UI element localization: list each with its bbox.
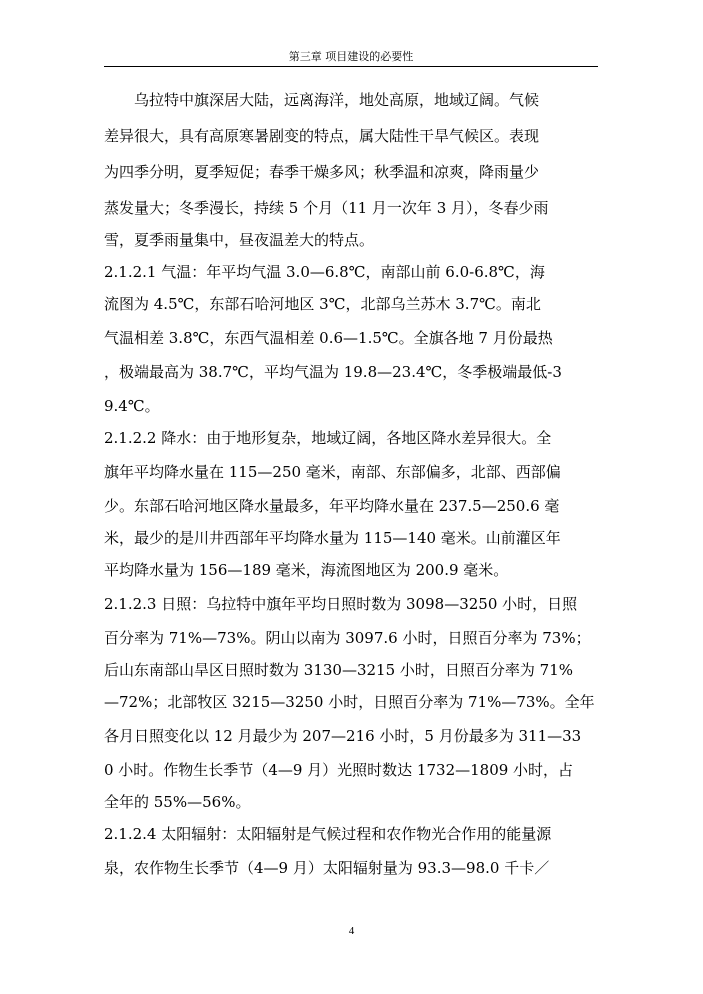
body-line: —72%；北部牧区 3215—3250 小时，日照百分率为 71%—73%。全年 bbox=[104, 693, 595, 711]
body-line: 全年的 55%—56%。 bbox=[104, 793, 251, 811]
body-line: 雪，夏季雨量集中，昼夜温差大的特点。 bbox=[104, 231, 375, 249]
body-line: 泉，农作物生长季节（4—9 月）太阳辐射量为 93.3—98.0 千卡／ bbox=[104, 859, 550, 877]
body-line: 9.4℃。 bbox=[104, 397, 160, 415]
body-line: 差异很大，具有高原寒暑剧变的特点，属大陆性干旱气候区。表现 bbox=[104, 127, 540, 145]
body-line: 米，最少的是川井西部年平均降水量为 115—140 毫米。山前灌区年 bbox=[104, 529, 561, 547]
body-line: 0 小时。作物生长季节（4—9 月）光照时数达 1732—1809 小时，占 bbox=[104, 761, 574, 779]
page-number: 4 bbox=[348, 925, 355, 937]
page-header: 第三章 项目建设的必要性 bbox=[288, 50, 414, 63]
body-line: 平均降水量为 156—189 毫米，海流图地区为 200.9 毫米。 bbox=[104, 561, 509, 579]
body-line: 流图为 4.5℃，东部石哈河地区 3℃，北部乌兰苏木 3.7℃。南北 bbox=[104, 295, 541, 313]
body-line: 百分率为 71%—73%。阴山以南为 3097.6 小时，日照百分率为 73%； bbox=[104, 629, 591, 647]
body-line: 后山东南部山旱区日照时数为 3130—3215 小时，日照百分率为 71% bbox=[104, 661, 573, 679]
body-line: 旗年平均降水量在 115—250 毫米，南部、东部偏多，北部、西部偏 bbox=[104, 463, 561, 481]
body-line: 乌拉特中旗深居大陆，远离海洋，地处高原，地域辽阔。气候 bbox=[104, 91, 540, 109]
body-line: 少。东部石哈河地区降水量最多，年平均降水量在 237.5—250.6 毫 bbox=[104, 497, 560, 515]
header-rule bbox=[104, 66, 598, 67]
body-line: 各月日照变化以 12 月最少为 207—216 小时，5 月份最多为 311—33 bbox=[104, 727, 582, 745]
body-line: 为四季分明，夏季短促；春季干燥多风；秋季温和凉爽，降雨量少 bbox=[104, 163, 540, 181]
body-line: 2.1.2.2 降水：由于地形复杂，地域辽阔，各地区降水差异很大。全 bbox=[104, 429, 552, 447]
body-line: 蒸发量大；冬季漫长，持续 5 个月（11 月一次年 3 月），冬春少雨 bbox=[104, 199, 549, 217]
body-line: 气温相差 3.8℃，东西气温相差 0.6—1.5℃。全旗各地 7 月份最热 bbox=[104, 329, 553, 347]
body-line: 2.1.2.1 气温：年平均气温 3.0—6.8℃，南部山前 6.0-6.8℃，海 bbox=[104, 263, 545, 281]
body-line: 2.1.2.3 日照：乌拉特中旗年平均日照时数为 3098—3250 小时，日照 bbox=[104, 595, 578, 613]
body-line: ，极端最高为 38.7℃，平均气温为 19.8—23.4℃，冬季极端最低-3 bbox=[104, 363, 562, 381]
body-line: 2.1.2.4 太阳辐射：太阳辐射是气候过程和农作物光合作用的能量源 bbox=[104, 825, 552, 843]
